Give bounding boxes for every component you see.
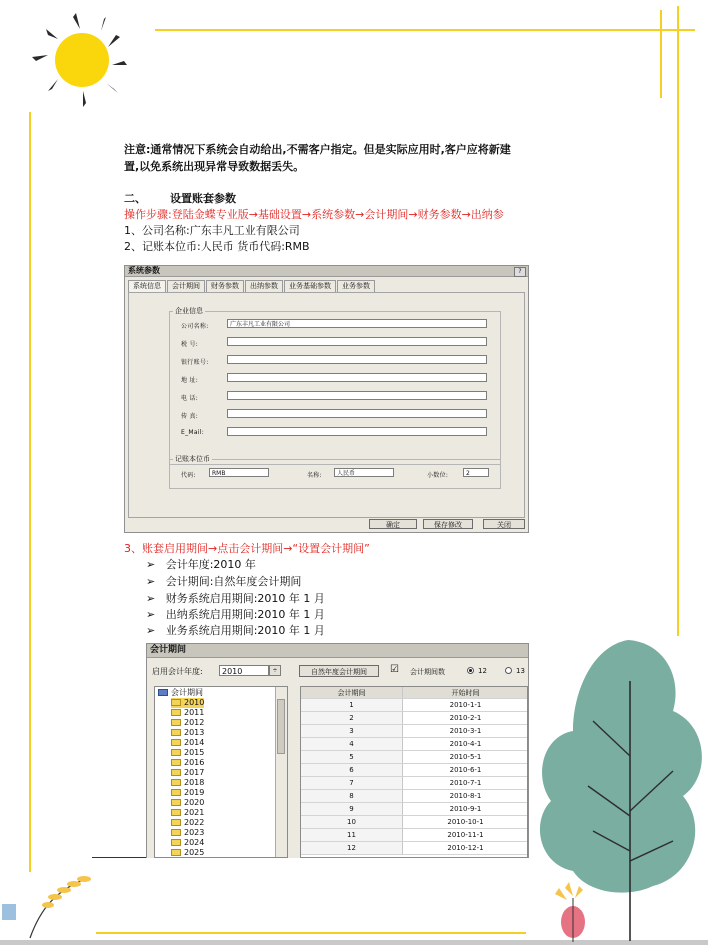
period-number-cell[interactable]: 5	[301, 751, 403, 764]
period-number-cell[interactable]: 3	[301, 725, 403, 738]
period-number-cell[interactable]: 11	[301, 829, 403, 842]
section-title: 设置账套参数	[170, 192, 236, 205]
tree-root-label: 会计期间	[171, 688, 203, 697]
address-field[interactable]	[227, 373, 487, 382]
currency-code-field[interactable]: RMB	[209, 468, 269, 477]
bullet-text: 会计期间:自然年度会计期间	[165, 575, 302, 588]
period-number-cell[interactable]: 12	[301, 842, 403, 855]
period-count-label: 会计期间数	[410, 668, 445, 676]
tree-item-label: 2010	[184, 698, 205, 707]
right-rule	[677, 6, 679, 636]
folder-icon	[171, 769, 181, 776]
folder-icon	[171, 729, 181, 736]
period-start-cell[interactable]: 2010-3-1	[403, 725, 528, 738]
period-start-cell[interactable]: 2010-12-1	[403, 842, 528, 855]
start-year-input[interactable]: 2010	[219, 665, 269, 676]
period-number-cell[interactable]: 7	[301, 777, 403, 790]
bullet-marker: ➢	[146, 575, 156, 588]
folder-icon	[171, 709, 181, 716]
email-field[interactable]	[227, 427, 487, 436]
tree-root[interactable]	[158, 688, 203, 698]
period-start-cell[interactable]: 2010-7-1	[403, 777, 528, 790]
ok-button[interactable]: 确定	[369, 519, 417, 529]
fax-label: 传 真:	[181, 413, 199, 420]
tree-item-label: 2017	[184, 768, 205, 777]
tab-finance-params[interactable]: 财务参数	[206, 280, 244, 292]
bullet-text: 会计年度:2010 年	[165, 558, 256, 571]
period-number-cell[interactable]: 2	[301, 712, 403, 725]
folder-icon	[171, 809, 181, 816]
flower-illustration	[545, 878, 595, 942]
currency-item: 2、记账本位币:人民币 货币代码:RMB	[124, 240, 310, 253]
fax-field[interactable]	[227, 409, 487, 418]
tab-cashier-params[interactable]: 出纳参数	[245, 280, 283, 292]
tax-number-label: 税 号:	[181, 341, 199, 348]
intro-line-2: 置,以免系统出现异常导致数据丢失。	[124, 160, 305, 173]
accounting-period-dialog	[146, 643, 529, 858]
decimal-places-stepper[interactable]: 2	[463, 468, 489, 477]
period-start-cell[interactable]: 2010-4-1	[403, 738, 528, 751]
period-start-cell[interactable]: 2010-6-1	[403, 764, 528, 777]
period-dialog-title: 会计期间	[147, 644, 528, 658]
company-name-field[interactable]: 广东丰凡工业有限公司	[227, 319, 487, 328]
tree-item-label: 2024	[184, 838, 205, 847]
help-button[interactable]: ?	[514, 267, 526, 277]
folder-icon	[171, 739, 181, 746]
tree-item-label: 2013	[184, 728, 205, 737]
folder-icon	[171, 829, 181, 836]
tab-bar	[128, 280, 376, 292]
tree-item-label: 2025	[184, 848, 205, 857]
step3-heading: 3、账套启用期间→点击会计期间→“设置会计期间”	[124, 542, 370, 555]
bank-account-label: 银行账号:	[181, 359, 209, 366]
tree-item-2013[interactable]	[171, 728, 204, 738]
bullet-text: 出纳系统启用期间:2010 年 1 月	[165, 608, 325, 621]
system-params-dialog	[124, 265, 529, 533]
tree-item-label: 2021	[184, 808, 205, 817]
left-rule	[29, 112, 31, 872]
period-start-cell[interactable]: 2010-5-1	[403, 751, 528, 764]
decimal-places-label: 小数位:	[427, 472, 449, 479]
bullet-text: 业务系统启用期间:2010 年 1 月	[165, 624, 325, 637]
tree-item-2016[interactable]	[171, 758, 204, 768]
tree-item-label: 2012	[184, 718, 205, 727]
wheat-illustration	[0, 870, 95, 940]
tree-item-label: 2019	[184, 788, 205, 797]
period-start-cell[interactable]: 2010-9-1	[403, 803, 528, 816]
period-number-cell[interactable]: 8	[301, 790, 403, 803]
period-start-cell[interactable]: 2010-1-1	[403, 699, 528, 712]
radio-12-label: 12	[478, 667, 487, 675]
bullet-marker: ➢	[146, 608, 156, 621]
tree-item-label: 2016	[184, 758, 205, 767]
start-year-label: 启用会计年度:	[152, 667, 203, 676]
phone-field[interactable]	[227, 391, 487, 400]
tab-business-basic-params[interactable]: 业务基础参数	[284, 280, 336, 292]
folder-icon	[171, 699, 181, 706]
section-number: 二、	[124, 192, 146, 205]
tree-item-2024[interactable]	[171, 838, 204, 848]
folder-icon	[171, 759, 181, 766]
period-start-cell[interactable]: 2010-8-1	[403, 790, 528, 803]
folder-icon	[171, 779, 181, 786]
radio-12-icon[interactable]	[467, 667, 474, 674]
system-info-panel	[128, 292, 525, 518]
sun-icon	[28, 5, 138, 110]
company-name-label: 公司名称:	[181, 323, 209, 330]
bank-account-field[interactable]	[227, 355, 487, 364]
radio-13-icon[interactable]	[505, 667, 512, 674]
tree-item-2025[interactable]	[171, 848, 204, 858]
tree-item-label: 2018	[184, 778, 205, 787]
currency-name-label: 名称:	[307, 472, 322, 479]
operation-steps: 操作步骤:登陆金蝶专业版→基础设置→系统参数→会计期间→财务参数→出纳参	[124, 208, 504, 221]
bullet-text: 财务系统启用期间:2010 年 1 月	[165, 592, 325, 605]
folder-icon	[171, 749, 181, 756]
tree-item-2019[interactable]	[171, 788, 204, 798]
right-top-rule	[660, 10, 662, 98]
natural-year-period-button[interactable]: 自然年度会计期间	[299, 665, 379, 677]
tree-item-label: 2022	[184, 818, 205, 827]
tree-item-2022[interactable]	[171, 818, 204, 828]
bullet-business-start	[146, 623, 325, 638]
tree-item-label: 2020	[184, 798, 205, 807]
natural-year-checkbox[interactable]: ☑	[390, 664, 399, 675]
company-info-group	[169, 311, 501, 465]
folder-icon	[171, 849, 181, 856]
dialog-title: 系统参数	[125, 266, 528, 277]
tree-item-2014[interactable]	[171, 738, 204, 748]
bullet-marker: ➢	[146, 592, 156, 605]
period-number-cell[interactable]: 9	[301, 803, 403, 816]
tree-item-2017[interactable]	[171, 768, 204, 778]
bullet-finance-start	[146, 591, 325, 606]
header-period: 会计期间	[301, 687, 403, 699]
folder-icon	[171, 819, 181, 826]
bullet-marker: ➢	[146, 624, 156, 637]
tree-item-label: 2011	[184, 708, 205, 717]
bullet-cashier-start	[146, 607, 325, 622]
tree-item-label: 2023	[184, 828, 205, 837]
period-start-cell[interactable]: 2010-11-1	[403, 829, 528, 842]
bullet-marker: ➢	[146, 558, 156, 571]
phone-label: 电 话:	[181, 395, 199, 402]
tree-item-2011[interactable]	[171, 708, 204, 718]
period-start-cell[interactable]: 2010-2-1	[403, 712, 528, 725]
tab-accounting-period[interactable]: 会计期间	[167, 280, 205, 292]
tree-item-2010[interactable]	[171, 698, 204, 708]
folder-icon	[171, 839, 181, 846]
start-year-spinner[interactable]: ÷	[269, 665, 281, 676]
tree-item-label: 2015	[184, 748, 205, 757]
tree-item-label: 2014	[184, 738, 205, 747]
tree-item-2012[interactable]	[171, 718, 204, 728]
folder-icon	[171, 789, 181, 796]
top-rule	[155, 29, 695, 31]
period-number-cell[interactable]: 4	[301, 738, 403, 751]
email-label: E_Mail:	[181, 429, 205, 436]
folder-icon	[171, 799, 181, 806]
currency-name-field[interactable]: 人民币	[334, 468, 394, 477]
header-start-time: 开始时间	[403, 687, 528, 699]
tree-item-2020[interactable]	[171, 798, 204, 808]
save-changes-button[interactable]: 保存修改	[423, 519, 473, 529]
bullet-fiscal-year	[146, 557, 256, 572]
tab-business-params[interactable]: 业务参数	[337, 280, 375, 292]
tree-item-2021[interactable]	[171, 808, 204, 818]
company-info-group-label: 企业信息	[175, 307, 203, 315]
tree-item-2023[interactable]	[171, 828, 204, 838]
close-button[interactable]: 关闭	[483, 519, 525, 529]
tree-item-2015[interactable]	[171, 748, 204, 758]
period-start-cell[interactable]: 2010-10-1	[403, 816, 528, 829]
bottom-rule	[96, 932, 526, 934]
currency-code-label: 代码:	[181, 472, 196, 479]
tax-number-field[interactable]	[227, 337, 487, 346]
folder-icon	[171, 719, 181, 726]
period-number-cell[interactable]: 1	[301, 699, 403, 712]
period-tree	[154, 686, 288, 858]
bullet-accounting-period	[146, 574, 301, 589]
base-currency-group-label: 记账本位币	[175, 455, 210, 463]
company-name-item: 1、公司名称:广东丰凡工业有限公司	[124, 224, 300, 237]
tree-item-2018[interactable]	[171, 778, 204, 788]
address-label: 地 址:	[181, 377, 199, 384]
root-node-icon	[158, 689, 168, 696]
radio-13-label: 13	[516, 667, 525, 675]
intro-line-1: 注意:通常情况下系统会自动给出,不需客户指定。但是实际应用时,客户应将新建	[124, 143, 511, 156]
tab-system-info[interactable]: 系统信息	[128, 280, 166, 292]
period-number-cell[interactable]: 10	[301, 816, 403, 829]
period-table	[300, 686, 528, 858]
tree-scroll-thumb[interactable]	[277, 699, 285, 754]
period-number-cell[interactable]: 6	[301, 764, 403, 777]
